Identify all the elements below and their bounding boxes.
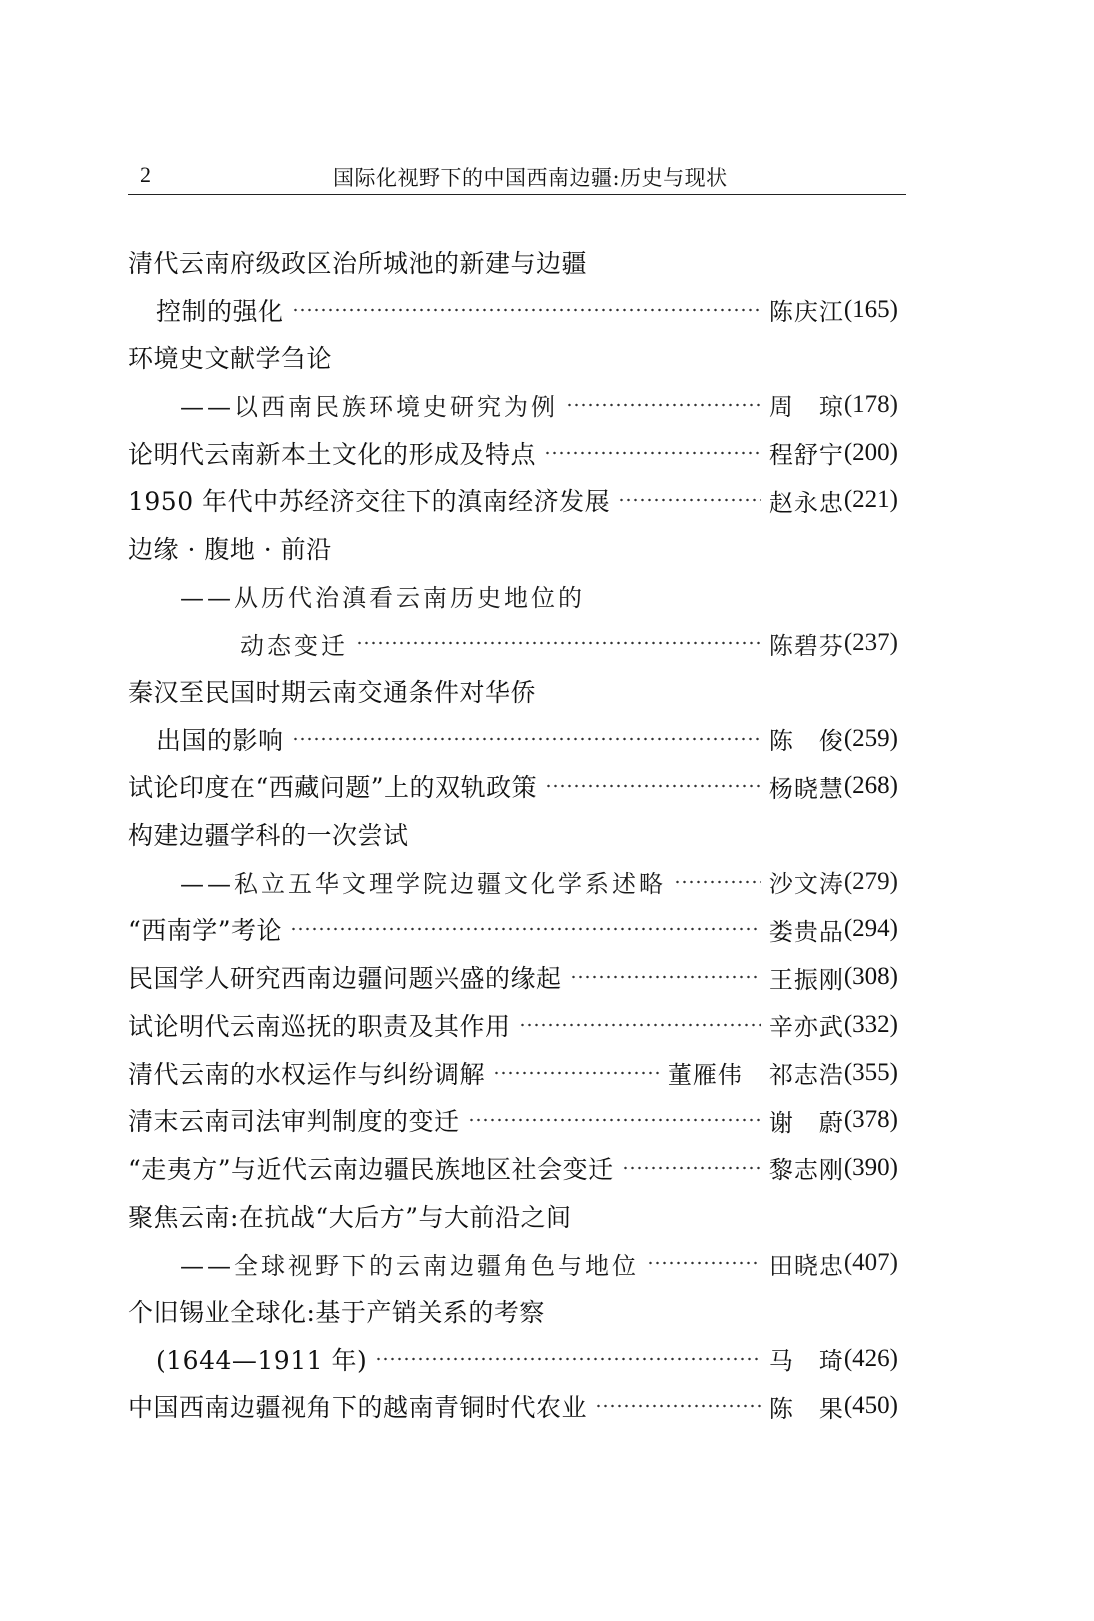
toc-subtitle: ——以西南民族环境史研究为例: [180, 393, 558, 422]
toc-line: [128, 238, 898, 286]
toc-author: 谢 蔚: [768, 1108, 844, 1137]
dot-leader: [622, 1165, 761, 1171]
dot-leader: [493, 1070, 660, 1076]
toc-line: [128, 810, 898, 858]
toc-page-number: (450): [843, 1392, 898, 1420]
toc-author: 黎志刚: [768, 1156, 844, 1185]
toc-line: [128, 572, 898, 620]
toc-page-number: (332): [843, 1010, 898, 1038]
toc-line: [128, 763, 898, 811]
toc-article-title: 试论明代云南巡抚的职责及其作用: [128, 1011, 511, 1041]
toc-article-title: “西南学”考论: [128, 916, 283, 946]
dot-leader: [595, 1403, 761, 1409]
toc-page-number: (178): [843, 390, 898, 418]
toc-line: [128, 1192, 898, 1240]
dot-leader: [566, 402, 761, 408]
toc-subtitle: ——全球视野下的云南边疆角色与地位: [180, 1251, 639, 1280]
dot-leader: [356, 640, 761, 646]
toc-page-number: (407): [843, 1249, 898, 1277]
dot-leader: [468, 1117, 761, 1123]
header-rule: [128, 194, 906, 195]
toc-line: [128, 1144, 898, 1192]
toc-page-number: (237): [843, 629, 898, 657]
toc-page-number: (378): [843, 1106, 898, 1134]
toc-page-number: (268): [843, 772, 898, 800]
toc-article-title: 个旧锡业全球化:基于产销关系的考察: [128, 1297, 545, 1327]
toc-line: [128, 429, 898, 477]
toc-author: 董雁伟: [667, 1061, 743, 1090]
toc-author: 祁志浩: [768, 1061, 844, 1090]
toc-author: 程舒宁: [768, 441, 844, 470]
toc-page-number: (308): [843, 963, 898, 991]
toc-page-number: (279): [843, 867, 898, 895]
toc-article-title: 构建边疆学科的一次尝试: [128, 821, 409, 851]
toc-title-continuation: 出国的影响: [156, 725, 284, 755]
toc-author: 娄贵品: [768, 917, 844, 946]
toc-author: 王振刚: [768, 965, 844, 994]
toc-article-title: 清代云南的水权运作与纠纷调解: [128, 1059, 486, 1089]
toc-author: 陈庆江: [768, 298, 844, 327]
toc-author: 陈 果: [768, 1394, 844, 1423]
toc-article-title: 民国学人研究西南边疆问题兴盛的缘起: [128, 964, 562, 994]
toc-author: 杨晓慧: [768, 774, 844, 803]
toc-line: [128, 1383, 898, 1431]
toc-page-number: (390): [843, 1153, 898, 1181]
toc-line: [128, 381, 898, 429]
dot-leader: [674, 879, 761, 885]
toc-line: [128, 1096, 898, 1144]
dot-leader: [375, 1356, 761, 1362]
toc-subtitle: ——从历代治滇看云南历史地位的: [180, 584, 585, 613]
dot-leader: [570, 974, 761, 980]
toc-article-title: 清末云南司法审判制度的变迁: [128, 1107, 460, 1137]
toc-article-title: 边缘 · 腹地 · 前沿: [128, 534, 332, 564]
toc-line: [128, 906, 898, 954]
toc-line: [128, 715, 898, 763]
toc-article-title: 论明代云南新本土文化的形成及特点: [128, 439, 537, 469]
toc-page-number: (259): [843, 724, 898, 752]
toc-author: 周 琼: [768, 393, 844, 422]
toc-article-title: “走夷方”与近代云南边疆民族地区社会变迁: [128, 1154, 614, 1184]
toc-author: 马 琦: [768, 1347, 844, 1376]
toc-article-title: 环境史文献学刍论: [128, 344, 333, 374]
toc-line: [128, 476, 898, 524]
toc-author: 辛亦武: [768, 1013, 844, 1042]
toc-line: [128, 333, 898, 381]
toc-article-title: 中国西南边疆视角下的越南青铜时代农业: [128, 1393, 588, 1423]
toc-line: [128, 1049, 898, 1097]
toc-author: 田晓忠: [768, 1251, 844, 1280]
dot-leader: [290, 926, 761, 932]
toc-author: 陈 俊: [768, 727, 844, 756]
toc-article-title: 清代云南府级政区治所城池的新建与边疆: [128, 248, 588, 278]
dot-leader: [544, 450, 761, 456]
toc-article-title: 1950 年代中苏经济交往下的滇南经济发展: [128, 487, 611, 517]
toc-page-number: (221): [843, 486, 898, 514]
page-number: 2: [140, 162, 151, 187]
page-header: [128, 160, 906, 190]
dot-leader: [647, 1260, 761, 1266]
toc-page-number: (426): [843, 1344, 898, 1372]
toc-line: [128, 858, 898, 906]
table-of-contents: [128, 238, 898, 1430]
toc-line: [128, 524, 898, 572]
running-title: 国际化视野下的中国西南边疆:历史与现状: [333, 166, 728, 190]
toc-page-number: (355): [843, 1058, 898, 1086]
toc-title-continuation: 控制的强化: [156, 296, 284, 326]
toc-page-number: (200): [843, 438, 898, 466]
toc-line: [128, 620, 898, 668]
toc-line: [128, 667, 898, 715]
toc-author: 沙文涛: [768, 870, 844, 899]
dot-leader: [519, 1022, 761, 1028]
toc-author: 赵永忠: [768, 488, 844, 517]
toc-page-number: (165): [843, 295, 898, 323]
toc-line: [128, 953, 898, 1001]
toc-subtitle: ——私立五华文理学院边疆文化学系述略: [180, 870, 666, 899]
toc-article-title: 试论印度在“西藏问题”上的双轨政策: [128, 773, 538, 803]
toc-line: [128, 286, 898, 334]
dot-leader: [618, 497, 761, 503]
toc-subtitle-continuation: 动态变迁: [240, 631, 348, 660]
dot-leader: [292, 307, 761, 313]
toc-page-number: (294): [843, 915, 898, 943]
toc-title-continuation: (1644—1911 年): [156, 1345, 368, 1375]
toc-author: 陈碧芬: [768, 631, 844, 660]
toc-article-title: 聚焦云南:在抗战“大后方”与大前沿之间: [128, 1202, 572, 1232]
dot-leader: [545, 783, 761, 789]
dot-leader: [292, 736, 761, 742]
toc-line: [128, 1001, 898, 1049]
toc-line: [128, 1335, 898, 1383]
toc-line: [128, 1287, 898, 1335]
toc-article-title: 秦汉至民国时期云南交通条件对华侨: [128, 678, 537, 708]
toc-line: [128, 1239, 898, 1287]
